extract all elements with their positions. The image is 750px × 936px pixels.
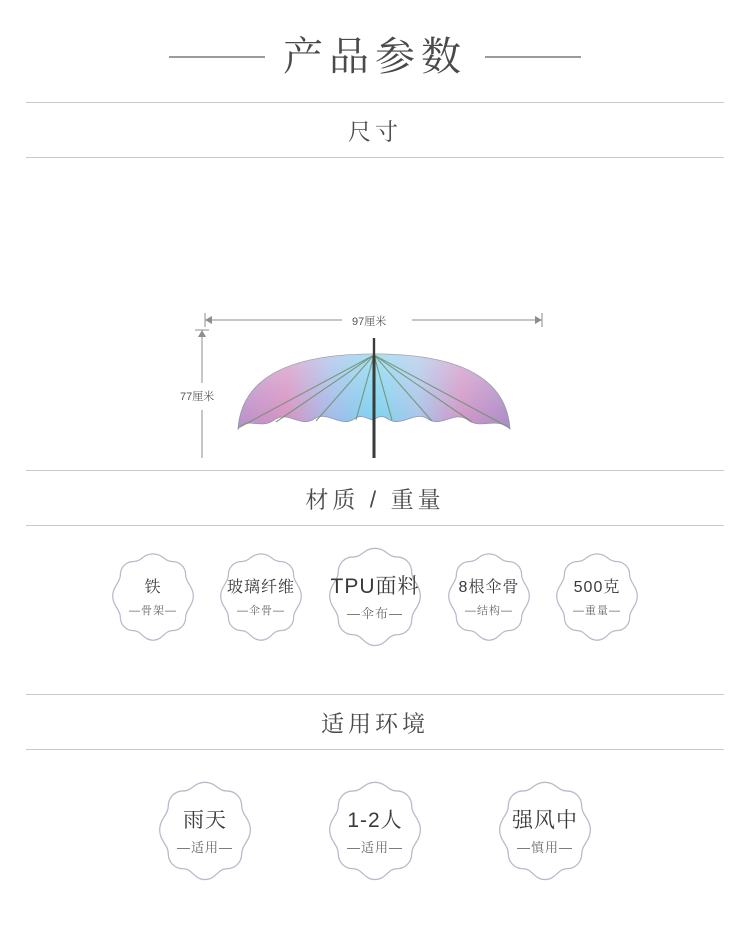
badge-main-label: 1-2人 [347,808,403,832]
badge-material-structure [441,550,537,646]
badge-env-rain [151,778,259,886]
divider-line [26,525,724,526]
badge-material-frame [105,550,201,646]
divider-line [26,749,724,750]
page-title: 产品参数 [283,35,467,79]
badge-main-label: 雨天 [183,808,227,832]
scalloped-ring-icon [549,550,645,646]
badge-main-label: 铁 [144,579,162,597]
page-title-row [0,0,750,90]
section-title: 适用环境 [295,706,455,739]
divider-line [26,694,724,695]
section-title: 尺寸 [322,114,428,147]
badge-material-fabric [321,544,429,652]
badge-sub-label: —慎用— [516,840,573,856]
divider-line [26,470,724,471]
badge-sub-label: —骨架— [129,604,177,617]
badge-sub-label: —结构— [465,604,513,617]
badge-main-label: 玻璃纤维 [226,579,295,597]
badge-sub-label: —适用— [176,840,233,856]
title-rule-left [169,56,265,58]
section-header-size [0,102,750,158]
width-dimension-label: 97厘米 [352,316,387,328]
scalloped-ring-icon [441,550,537,646]
badge-main-label: TPU面料 [330,574,420,598]
scalloped-ring-icon [105,550,201,646]
divider-line [26,102,724,103]
material-badge-row [0,526,750,662]
dimension-diagram [0,158,750,458]
badge-sub-label: —伞布— [346,606,403,622]
section-header-material [0,470,750,526]
badge-sub-label: —重量— [573,604,621,617]
badge-env-strong-wind [491,778,599,886]
badge-sub-label: —适用— [346,840,403,856]
badge-env-capacity [321,778,429,886]
badge-main-label: 500克 [573,579,621,597]
badge-main-label: 强风中 [512,808,578,832]
environment-badge-row [0,750,750,896]
height-dimension-label: 77厘米 [180,391,215,403]
section-title: 材质 / 重量 [279,482,470,515]
section-header-environment [0,694,750,750]
badge-material-weight [549,550,645,646]
title-rule-right [485,56,581,58]
badge-main-label: 8根伞骨 [458,579,520,597]
badge-sub-label: —伞骨— [237,604,285,617]
scalloped-ring-icon [213,550,309,646]
umbrella-illustration-icon [0,158,750,458]
badge-material-ribs [213,550,309,646]
